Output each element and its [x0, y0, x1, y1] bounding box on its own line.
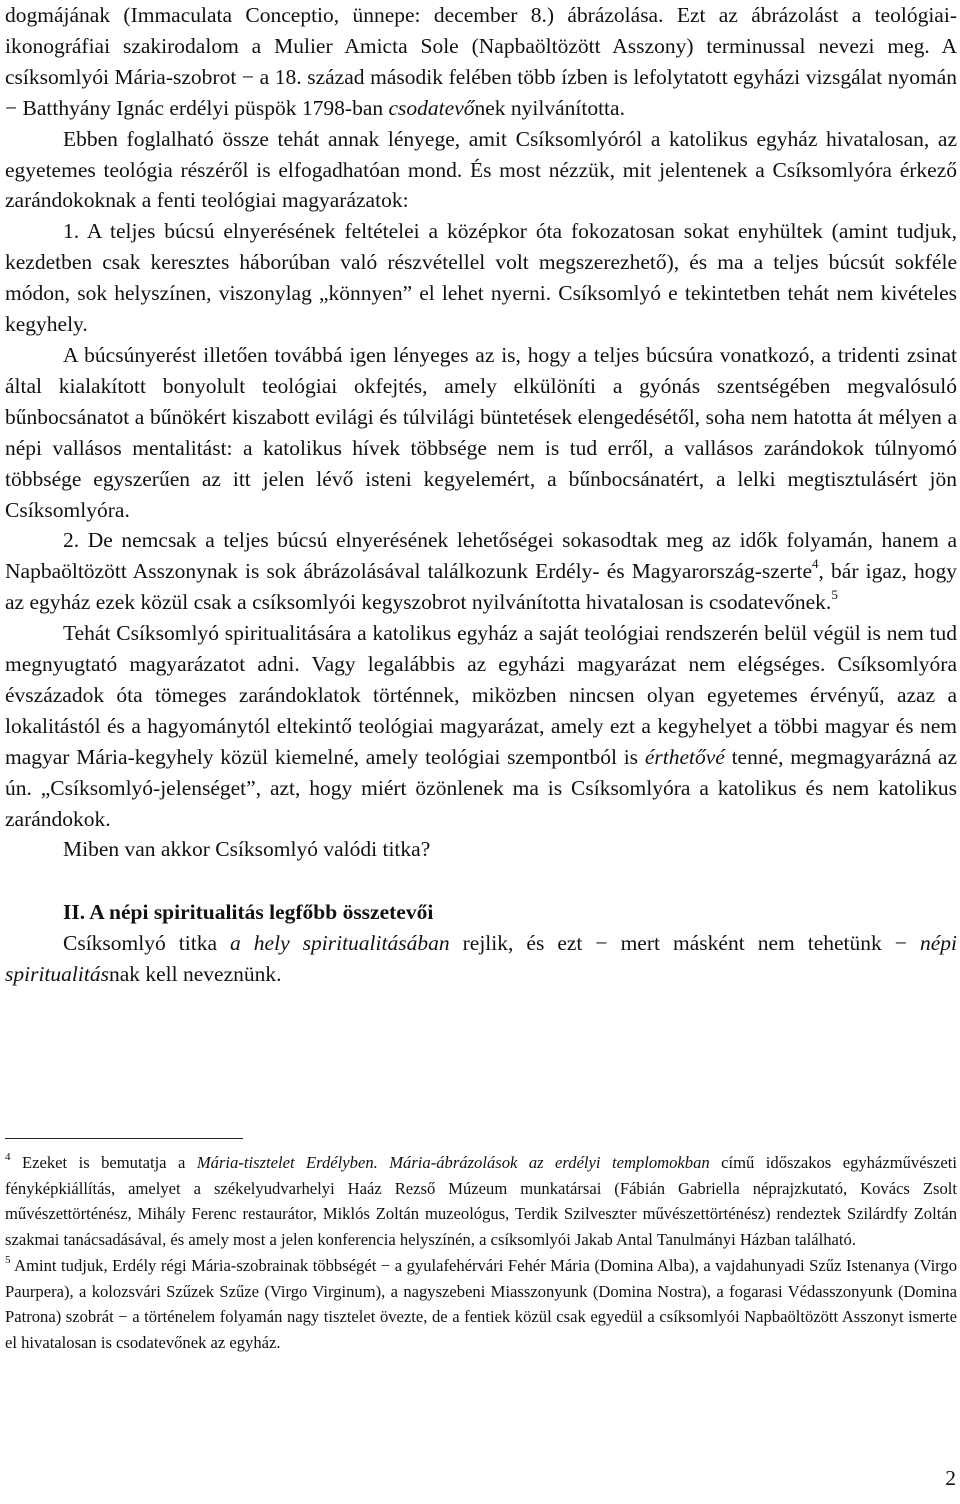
- paragraph-1: dogmájának (Immaculata Conceptio, ünnepe: december 8.) ábrázolása. Ezt az ábrázolást a teológiai-ikonográfiai szakirodalom a Mulier Amicta Sole (Napbaöltözött Asszony) terminussal nevezi meg. A csíksomlyói Mária-szobrot − a 18. század második felében több ízben is lefolytatott egyházi vizsgálat nyomán − Batthyány Ignác erdélyi püspök 1798-ban csodatevőnek nyilvánította.: [5, 3, 957, 120]
- italic-phrase: népi spiritualitás: [5, 931, 957, 987]
- italic-phrase: a hely spiritualitásában: [230, 931, 450, 956]
- paragraph-8: Csíksomlyó titka a hely spiritualitásában rejlik, és ezt − mert másként nem tehetünk − népi spiritualitásnak kell neveznünk.: [5, 931, 957, 987]
- paragraph-5: 2. De nemcsak a teljes búcsú elnyerésének lehetőségei sokasodtak meg az idők folyamán, hanem a Napbaöltözött Asszonynak is sok ábrázolásával találkozunk Erdély- és Magyarország-szerte$^4$, bár igaz, hogy az egyház ezek közül csak a csíksomlyói kegyszobrot nyilvánította hivatalosan is csodatevőnek.$^5$: [5, 528, 957, 615]
- footnotes: [5, 1150, 957, 1356]
- italic-title: Mária-tisztelet Erdélyben. Mária-ábrázolások az erdélyi templomokban: [196, 1153, 710, 1172]
- paragraph-3: 1. A teljes búcsú elnyerésének feltételei a középkor óta fokozatosan sokat enyhültek (amint tudjuk, kezdetben csak keresztes háborúban való részvétellel volt megszerezhető), és ma a teljes búcsút sokféle módon, sok helyszínen, viszonylag „könnyen” el lehet nyerni. Csíksomlyó e tekintetben tehát nem kivételes kegyhely.: [5, 219, 957, 337]
- footnote-5: $^5$ Amint tudjuk, Erdély régi Mária-szobrainak többségét − a gyulafehérvári Fehér Mária (Domina Alba), a vajdahunyadi Szűz Istenanya (Virgo Paurpera), a kolozsvári Szűzek Szűze (Virgo Virginum), a nagyszebeni Miasszonyunk (Domina Nostra), a fogarasi Védasszonyunk (Domina Patrona) szobrát − a történelem folyamán nagy tisztelet övezte, de a fentiek közül csak egyedül a csíksomlyói Napbaöltözött Asszonyt ismerte el hivatalosan is csodatevőnek az egyház.: [5, 1254, 957, 1352]
- footnote-number: 5: [5, 1254, 11, 1267]
- main-text: [5, 0, 957, 990]
- italic-term: csodatevő: [388, 95, 475, 120]
- paragraph-7: Miben van akkor Csíksomlyó valódi titka?: [63, 837, 431, 862]
- footnote-number: 4: [5, 1151, 11, 1164]
- footnote-4: $^4$ Ezeket is bemutatja a Mária-tisztelet Erdélyben. Mária-ábrázolások az erdélyi templomokban című időszakos egyházművészeti fényképkiállítás, amelyet a székelyudvarhelyi Haáz Rezső Múzeum munkatársai (Fábián Gabriella néprajzkutató, Kovács Zsolt művészettörténész, Mihály Ferenc restaurátor, Miklós Zoltán muzeológus, Terdik Szilveszter művészettörténész) rendeztek Szilárdfy Zoltán szakmai tanácsadásával, és amely most a jelen konferencia helyszínén, a csíksomlyói Jakab Antal Tanulmányi Házban található.: [5, 1151, 957, 1250]
- footnote-ref-4[interactable]: 4: [812, 556, 819, 572]
- page-number: 2: [945, 1466, 956, 1490]
- paragraph-2: Ebben foglalható össze tehát annak lényege, amit Csíksomlyóról a katolikus egyház hivatalosan, az egyetemes teológia részéről is elfogadhatóan mond. És most nézzük, mit jelentenek a Csíksomlyóra érkező zarándokoknak a fenti teológiai magyarázatok:: [5, 126, 957, 213]
- italic-term: érthetővé: [644, 744, 725, 769]
- footnote-separator: [5, 1138, 243, 1139]
- paragraph-6: Tehát Csíksomlyó spiritualitására a katolikus egyház a saját teológiai rendszerén belül végül is nem tud megnyugtató magyarázatot adni. Vagy legalábbis az egyházi magyarázat nem elégséges. Csíksomlyóra évszázadok óta tömeges zarándoklatok történnek, miközben nincsen olyan egyetemes érvényű, azaz a lokalitástól és a hagyománytól eltekintő teológiai magyarázat, amely ezt a kegyhelyet a többi magyar és nem magyar Mária-kegyhely közül kiemelné, amely teológiai szempontból is érthetővé tenné, megmagyarázná az ún. „Csíksomlyó-jelenséget”, azt, hogy miért özönlenek ma is Csíksomlyóra a katolikus és nem katolikus zarándokok.: [5, 621, 957, 831]
- paragraph-4: A búcsúnyerést illetően továbbá igen lényeges az is, hogy a teljes búcsúra vonatkozó, a tridenti zsinat által kialakított bonyolult teológiai okfejtés, amely elkülöníti a gyónás szentségében megvalósuló bűnbocsánatot a bűnökért kiszabott evilági és túlvilági büntetések elengedésétől, soha nem hatotta át mélyen a népi vallásos mentalitást: a katolikus hívek többsége nem is tud erről, a vallásos zarándokok túlnyomó többsége egyszerűen az itt jelen lévő isteni kegyelemért, a bűnbocsánatért, a lelki megtisztulásért jön Csíksomlyóra.: [5, 342, 957, 522]
- footnote-ref-5[interactable]: 5: [831, 587, 838, 603]
- section-heading: II. A népi spiritualitás legfőbb összetevői: [63, 900, 434, 925]
